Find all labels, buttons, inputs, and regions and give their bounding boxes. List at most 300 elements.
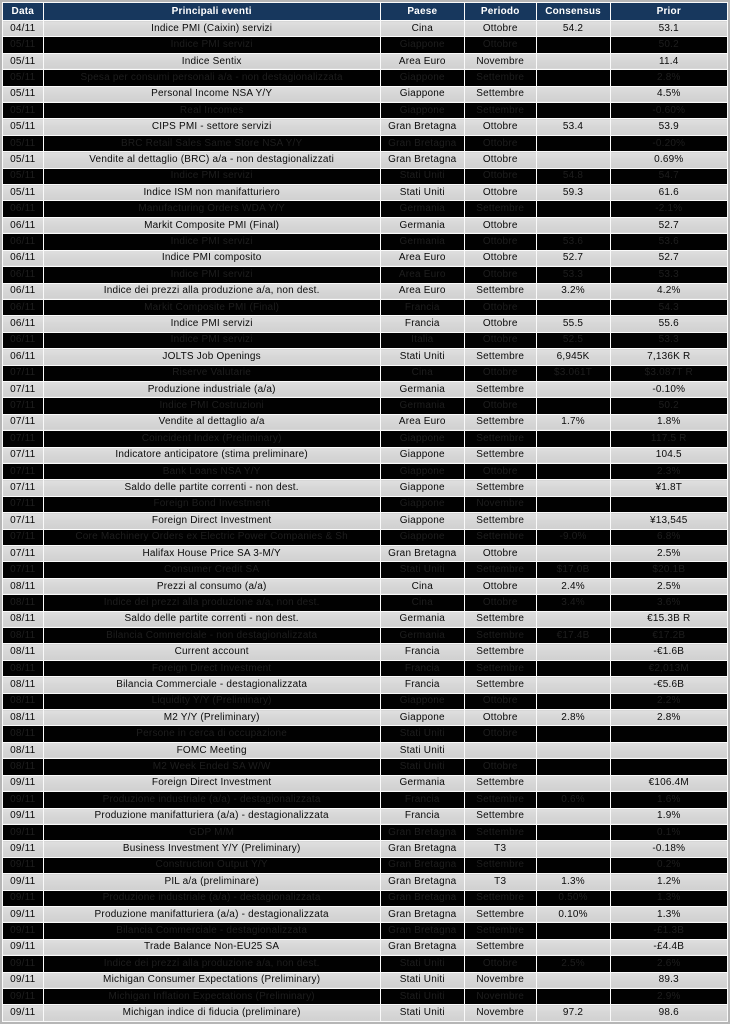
cell-prior: 53.1 [610, 21, 727, 37]
table-row [3, 546, 728, 562]
cell-country: Francia [380, 677, 464, 693]
cell-prior: €2,013M [610, 660, 727, 676]
cell-period: Ottobre [464, 234, 536, 250]
cell-period: Settembre [464, 349, 536, 365]
cell-event: Prezzi al consumo (a/a) [43, 578, 380, 594]
events-table-body [3, 21, 728, 1022]
cell-prior: 98.6 [610, 1005, 727, 1022]
cell-country: Gran Bretagna [380, 135, 464, 151]
cell-date: 07/11 [3, 562, 44, 578]
table-row [3, 332, 728, 348]
cell-consensus [536, 939, 610, 955]
cell-event: Michigan Inflation Expectations (Preliminary) [43, 988, 380, 1004]
cell-date: 06/11 [3, 283, 44, 299]
table-row [3, 86, 728, 102]
cell-event: Bilancia Commerciale - non destagionalizzata [43, 628, 380, 644]
cell-period: Ottobre [464, 37, 536, 53]
table-row [3, 742, 728, 758]
cell-event: Indice PMI servizi [43, 316, 380, 332]
cell-period [464, 742, 536, 758]
cell-period: Settembre [464, 447, 536, 463]
cell-period: Ottobre [464, 299, 536, 315]
cell-prior: -£1.3B [610, 923, 727, 939]
cell-event: Indice ISM non manifatturiero [43, 185, 380, 201]
cell-date: 09/11 [3, 808, 44, 824]
table-row [3, 267, 728, 283]
cell-event: BRC Retail Sales Same Store NSA Y/Y [43, 135, 380, 151]
table-row [3, 299, 728, 315]
cell-prior: -€5.6B [610, 677, 727, 693]
cell-period: Ottobre [464, 578, 536, 594]
cell-event: Manufacturing Orders WDA Y/Y [43, 201, 380, 217]
cell-period: T3 [464, 841, 536, 857]
cell-prior: 53.3 [610, 267, 727, 283]
cell-country: Gran Bretagna [380, 824, 464, 840]
cell-period: Settembre [464, 513, 536, 529]
cell-event: Construction Output Y/Y [43, 857, 380, 873]
cell-prior: -€1.6B [610, 644, 727, 660]
cell-date: 08/11 [3, 595, 44, 611]
cell-date: 07/11 [3, 513, 44, 529]
table-row [3, 496, 728, 512]
cell-period: Ottobre [464, 759, 536, 775]
cell-event: GDP M/M [43, 824, 380, 840]
cell-consensus: 53.4 [536, 119, 610, 135]
cell-consensus [536, 857, 610, 873]
cell-date: 05/11 [3, 152, 44, 168]
cell-date: 09/11 [3, 906, 44, 922]
cell-period: Settembre [464, 792, 536, 808]
cell-country: Area Euro [380, 414, 464, 430]
column-header-periodo: Periodo [464, 3, 536, 21]
table-row [3, 185, 728, 201]
cell-country: Area Euro [380, 267, 464, 283]
cell-date: 06/11 [3, 316, 44, 332]
cell-period: Settembre [464, 923, 536, 939]
cell-date: 09/11 [3, 1005, 44, 1022]
cell-event: Produzione manifatturiera (a/a) - destagionalizzata [43, 808, 380, 824]
cell-date: 06/11 [3, 332, 44, 348]
cell-date: 07/11 [3, 463, 44, 479]
cell-date: 05/11 [3, 86, 44, 102]
cell-prior: €15.3B R [610, 611, 727, 627]
cell-date: 09/11 [3, 972, 44, 988]
cell-event: Foreign Direct Investment [43, 660, 380, 676]
table-row [3, 234, 728, 250]
cell-period: Settembre [464, 283, 536, 299]
table-row [3, 775, 728, 791]
cell-consensus: 2.5% [536, 956, 610, 972]
cell-period: Novembre [464, 988, 536, 1004]
cell-period: Settembre [464, 808, 536, 824]
cell-consensus [536, 808, 610, 824]
cell-date: 07/11 [3, 480, 44, 496]
cell-date: 07/11 [3, 496, 44, 512]
table-row [3, 135, 728, 151]
cell-prior [610, 759, 727, 775]
table-row [3, 693, 728, 709]
table-row [3, 201, 728, 217]
cell-event: Markit Composite PMI (Final) [43, 299, 380, 315]
cell-event: Foreign Bond Investment [43, 496, 380, 512]
cell-period: Ottobre [464, 595, 536, 611]
cell-prior: 0.69% [610, 152, 727, 168]
cell-period: Settembre [464, 824, 536, 840]
cell-event: Core Machinery Orders ex Electric Power Companies & Sh [43, 529, 380, 545]
cell-country: Gran Bretagna [380, 152, 464, 168]
cell-prior [610, 726, 727, 742]
cell-period: Novembre [464, 1005, 536, 1022]
cell-event: Persone in cerca di occupazione [43, 726, 380, 742]
cell-date: 08/11 [3, 693, 44, 709]
cell-prior: 54.7 [610, 168, 727, 184]
cell-date: 07/11 [3, 447, 44, 463]
cell-event: Indice PMI servizi [43, 168, 380, 184]
cell-consensus [536, 759, 610, 775]
cell-country: Germania [380, 381, 464, 397]
cell-country: Gran Bretagna [380, 923, 464, 939]
cell-consensus: 3.4% [536, 595, 610, 611]
cell-event: Indice PMI servizi [43, 234, 380, 250]
table-row [3, 529, 728, 545]
cell-date: 05/11 [3, 70, 44, 86]
cell-prior: -£4.4B [610, 939, 727, 955]
cell-consensus [536, 431, 610, 447]
cell-prior: 7,136K R [610, 349, 727, 365]
cell-date: 07/11 [3, 414, 44, 430]
cell-consensus: $17.0B [536, 562, 610, 578]
cell-country: Giappone [380, 529, 464, 545]
cell-consensus: €17.4B [536, 628, 610, 644]
cell-prior: ¥1.8T [610, 480, 727, 496]
cell-period: Ottobre [464, 398, 536, 414]
table-row [3, 37, 728, 53]
cell-period: Settembre [464, 431, 536, 447]
cell-event: CIPS PMI - settore servizi [43, 119, 380, 135]
cell-date: 05/11 [3, 135, 44, 151]
cell-period: Novembre [464, 53, 536, 69]
table-row [3, 857, 728, 873]
cell-period: T3 [464, 874, 536, 890]
cell-country: Germania [380, 628, 464, 644]
cell-prior: 0.1% [610, 824, 727, 840]
cell-country: Francia [380, 792, 464, 808]
cell-prior: 50.2 [610, 37, 727, 53]
cell-event: Real Incomes [43, 103, 380, 119]
cell-country: Stati Uniti [380, 185, 464, 201]
cell-date: 06/11 [3, 299, 44, 315]
cell-country: Giappone [380, 86, 464, 102]
cell-date: 09/11 [3, 890, 44, 906]
cell-consensus [536, 611, 610, 627]
cell-date: 07/11 [3, 546, 44, 562]
cell-event: Produzione industriale (a/a) - destagionalizzata [43, 890, 380, 906]
cell-consensus: 53.3 [536, 267, 610, 283]
cell-country: Giappone [380, 496, 464, 512]
cell-date: 07/11 [3, 529, 44, 545]
cell-country: Gran Bretagna [380, 841, 464, 857]
cell-prior: 6.8% [610, 529, 727, 545]
cell-date: 05/11 [3, 168, 44, 184]
cell-date: 09/11 [3, 874, 44, 890]
cell-event: Bilancia Commerciale - destagionalizzata [43, 923, 380, 939]
cell-country: Giappone [380, 447, 464, 463]
cell-consensus: 1.3% [536, 874, 610, 890]
cell-consensus [536, 988, 610, 1004]
table-row [3, 890, 728, 906]
table-row [3, 644, 728, 660]
cell-prior: 2.3% [610, 463, 727, 479]
table-row [3, 726, 728, 742]
cell-period: Ottobre [464, 710, 536, 726]
cell-date: 09/11 [3, 824, 44, 840]
cell-prior: $20.1B [610, 562, 727, 578]
cell-date: 05/11 [3, 37, 44, 53]
cell-event: Michigan indice di fiducia (preliminare) [43, 1005, 380, 1022]
cell-consensus: 1.7% [536, 414, 610, 430]
table-row [3, 972, 728, 988]
cell-prior: 2.6% [610, 956, 727, 972]
cell-consensus [536, 923, 610, 939]
cell-date: 08/11 [3, 742, 44, 758]
table-row [3, 431, 728, 447]
cell-prior: 52.7 [610, 217, 727, 233]
cell-event: Indice Sentix [43, 53, 380, 69]
cell-event: Current account [43, 644, 380, 660]
cell-consensus [536, 513, 610, 529]
cell-country: Gran Bretagna [380, 546, 464, 562]
table-row [3, 628, 728, 644]
cell-country: Giappone [380, 513, 464, 529]
cell-prior: 54.3 [610, 299, 727, 315]
cell-country: Gran Bretagna [380, 857, 464, 873]
cell-prior: 50.2 [610, 398, 727, 414]
cell-date: 04/11 [3, 21, 44, 37]
cell-consensus [536, 70, 610, 86]
table-row [3, 217, 728, 233]
cell-date: 07/11 [3, 381, 44, 397]
cell-event: Riserve Valutarie [43, 365, 380, 381]
cell-period: Settembre [464, 480, 536, 496]
cell-country: Francia [380, 316, 464, 332]
cell-prior: 2.5% [610, 546, 727, 562]
cell-event: Halifax House Price SA 3-M/Y [43, 546, 380, 562]
header-row [3, 3, 728, 21]
table-row [3, 103, 728, 119]
economic-calendar-table [2, 2, 728, 1022]
cell-event: Indice PMI (Caixin) servizi [43, 21, 380, 37]
table-row [3, 70, 728, 86]
cell-prior: 2.8% [610, 70, 727, 86]
cell-country: Giappone [380, 70, 464, 86]
cell-country: Giappone [380, 431, 464, 447]
cell-prior: 53.3 [610, 332, 727, 348]
cell-date: 09/11 [3, 841, 44, 857]
cell-period: Settembre [464, 414, 536, 430]
cell-period: Ottobre [464, 21, 536, 37]
table-row [3, 956, 728, 972]
cell-country: Area Euro [380, 283, 464, 299]
cell-prior: 2.8% [610, 710, 727, 726]
table-row [3, 119, 728, 135]
cell-country: Germania [380, 611, 464, 627]
table-row [3, 381, 728, 397]
cell-country: Germania [380, 234, 464, 250]
cell-event: Bilancia Commerciale - destagionalizzata [43, 677, 380, 693]
cell-period: Ottobre [464, 365, 536, 381]
table-row [3, 250, 728, 266]
cell-country: Stati Uniti [380, 349, 464, 365]
cell-period: Ottobre [464, 726, 536, 742]
cell-consensus [536, 103, 610, 119]
cell-date: 08/11 [3, 710, 44, 726]
cell-country: Stati Uniti [380, 988, 464, 1004]
cell-date: 08/11 [3, 726, 44, 742]
table-row [3, 988, 728, 1004]
table-row [3, 595, 728, 611]
cell-country: Germania [380, 201, 464, 217]
cell-consensus [536, 644, 610, 660]
cell-consensus [536, 824, 610, 840]
cell-prior: 1.3% [610, 890, 727, 906]
cell-date: 05/11 [3, 185, 44, 201]
cell-country: Francia [380, 660, 464, 676]
cell-consensus: 97.2 [536, 1005, 610, 1022]
cell-date: 08/11 [3, 611, 44, 627]
cell-date: 06/11 [3, 267, 44, 283]
table-row [3, 152, 728, 168]
cell-prior: 61.6 [610, 185, 727, 201]
cell-country: Stati Uniti [380, 168, 464, 184]
cell-prior: 4.5% [610, 86, 727, 102]
cell-country: Gran Bretagna [380, 939, 464, 955]
cell-event: M2 Y/Y (Preliminary) [43, 710, 380, 726]
cell-event: Produzione industriale (a/a) [43, 381, 380, 397]
column-header-principali-eventi: Principali eventi [43, 3, 380, 21]
cell-date: 08/11 [3, 578, 44, 594]
cell-consensus [536, 217, 610, 233]
cell-prior: 52.7 [610, 250, 727, 266]
table-row [3, 808, 728, 824]
table-row [3, 939, 728, 955]
cell-consensus [536, 546, 610, 562]
cell-event: Indice dei prezzi alla produzione a/a, non dest. [43, 283, 380, 299]
table-row [3, 316, 728, 332]
cell-country: Stati Uniti [380, 759, 464, 775]
cell-consensus [536, 496, 610, 512]
cell-event: Spesa per consumi personali a/a - non destagionalizzata [43, 70, 380, 86]
cell-prior: -0.18% [610, 841, 727, 857]
cell-country: Gran Bretagna [380, 874, 464, 890]
table-row [3, 923, 728, 939]
cell-period: Settembre [464, 381, 536, 397]
cell-event: Vendite al dettaglio a/a [43, 414, 380, 430]
cell-date: 08/11 [3, 644, 44, 660]
cell-prior: 55.6 [610, 316, 727, 332]
cell-country: Germania [380, 775, 464, 791]
cell-prior: 1.8% [610, 414, 727, 430]
cell-event: Indice PMI servizi [43, 332, 380, 348]
table-row [3, 710, 728, 726]
cell-prior: -0.10% [610, 381, 727, 397]
cell-country: Giappone [380, 103, 464, 119]
cell-date: 07/11 [3, 365, 44, 381]
cell-country: Francia [380, 644, 464, 660]
cell-period: Ottobre [464, 267, 536, 283]
cell-date: 09/11 [3, 939, 44, 955]
table-row [3, 480, 728, 496]
column-header-prior: Prior [610, 3, 727, 21]
cell-period: Settembre [464, 628, 536, 644]
cell-consensus: 0.10% [536, 906, 610, 922]
cell-country: Giappone [380, 463, 464, 479]
cell-period: Novembre [464, 972, 536, 988]
cell-event: JOLTS Job Openings [43, 349, 380, 365]
cell-consensus: 3.2% [536, 283, 610, 299]
cell-date: 07/11 [3, 431, 44, 447]
table-row [3, 513, 728, 529]
cell-prior: 11.4 [610, 53, 727, 69]
cell-event: FOMC Meeting [43, 742, 380, 758]
cell-period: Ottobre [464, 250, 536, 266]
cell-prior: -0.60% [610, 103, 727, 119]
cell-consensus [536, 86, 610, 102]
cell-event: Business Investment Y/Y (Preliminary) [43, 841, 380, 857]
cell-event: Bank Loans NSA Y/Y [43, 463, 380, 479]
cell-date: 05/11 [3, 53, 44, 69]
cell-event: PIL a/a (preliminare) [43, 874, 380, 890]
cell-consensus [536, 299, 610, 315]
cell-consensus [536, 660, 610, 676]
cell-consensus: $3.061T [536, 365, 610, 381]
table-row [3, 349, 728, 365]
cell-period: Ottobre [464, 168, 536, 184]
column-header-data: Data [3, 3, 44, 21]
cell-period: Settembre [464, 103, 536, 119]
cell-country: Giappone [380, 37, 464, 53]
cell-country: Gran Bretagna [380, 906, 464, 922]
cell-consensus [536, 53, 610, 69]
table-row [3, 562, 728, 578]
cell-consensus: 0.50% [536, 890, 610, 906]
cell-event: Personal Income NSA Y/Y [43, 86, 380, 102]
table-row [3, 906, 728, 922]
cell-country: Area Euro [380, 250, 464, 266]
cell-prior: 53.6 [610, 234, 727, 250]
table-row [3, 611, 728, 627]
column-header-consensus: Consensus [536, 3, 610, 21]
cell-country: Giappone [380, 480, 464, 496]
cell-date: 06/11 [3, 234, 44, 250]
cell-period: Settembre [464, 611, 536, 627]
cell-event: Foreign Direct Investment [43, 513, 380, 529]
cell-event: Trade Balance Non-EU25 SA [43, 939, 380, 955]
cell-consensus: 53.6 [536, 234, 610, 250]
cell-prior: 1.3% [610, 906, 727, 922]
cell-consensus: 59.3 [536, 185, 610, 201]
cell-country: Gran Bretagna [380, 119, 464, 135]
cell-period: Settembre [464, 906, 536, 922]
cell-prior: 4.2% [610, 283, 727, 299]
cell-period: Settembre [464, 70, 536, 86]
cell-consensus: 0.6% [536, 792, 610, 808]
cell-period: Ottobre [464, 546, 536, 562]
table-row [3, 792, 728, 808]
cell-date: 05/11 [3, 119, 44, 135]
cell-event: Michigan Consumer Expectations (Preliminary) [43, 972, 380, 988]
table-row [3, 841, 728, 857]
cell-prior: $3.087T R [610, 365, 727, 381]
